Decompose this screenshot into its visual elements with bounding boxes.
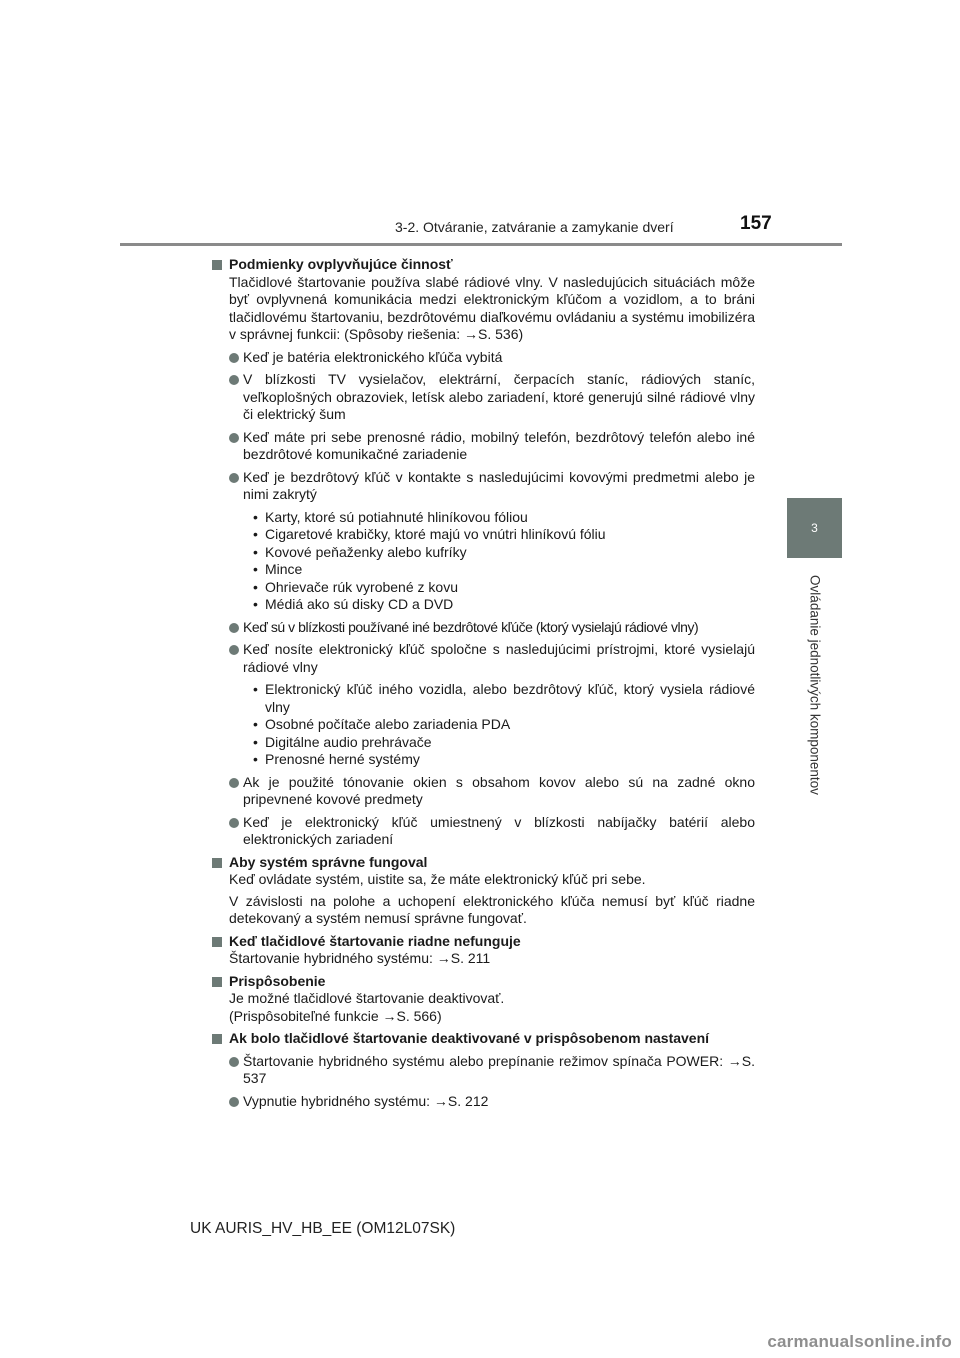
section-title: Ak bolo tlačidlové štartovanie deaktivované v prispôsobenom nastavení <box>229 1030 710 1046</box>
list-item <box>229 814 755 849</box>
sub-list-item: • Médiá ako sú disky CD a DVD <box>253 596 755 614</box>
round-bullet-icon <box>229 1057 239 1067</box>
round-bullet-icon <box>229 645 239 655</box>
section <box>210 256 755 849</box>
watermark: carmanualsonline.info <box>767 1332 952 1351</box>
list-item-text: Keď je batéria elektronického kľúča vybitá <box>243 348 503 365</box>
section <box>210 973 755 1026</box>
section-title: Prispôsobenie <box>229 972 326 989</box>
round-bullet-icon <box>229 375 239 385</box>
section-title: Keď tlačidlové štartovanie riadne nefunguje <box>229 932 521 949</box>
list-item <box>229 1053 755 1088</box>
paragraph: Keď ovládate systém, uistite sa, že máte elektronický kľúč pri sebe. <box>229 871 646 887</box>
sub-list-item: • Karty, ktoré sú potiahnuté hliníkovou fóliou <box>253 509 755 527</box>
paragraph: V závislosti na polohe a uchopení elektronického kľúča nemusí byť kľúč riadne detekovaný a systém nemusí správne fungovať. <box>229 892 755 926</box>
paragraph: Tlačidlové štartovanie používa slabé rádiové vlny. V nasledujúcich situáciách môže byť ovplyvnená komunikácia medzi elektronickým kľúčom a vozidlom, a to bráni tlačidlovému štartovaniu, bezdrôtovému diaľkovému ovládaniu a systému imobilizéra v správnej funkcii: (Spôsoby riešenia: →S. 536) <box>229 273 755 342</box>
sub-list <box>243 509 755 614</box>
list-item <box>229 619 755 637</box>
list-item-text: Keď je elektronický kľúč umiestnený v blízkosti nabíjačky batérií alebo elektronických zariadení <box>243 813 755 847</box>
list-item-text: Keď máte pri sebe prenosné rádio, mobilný telefón, bezdrôtový telefón alebo iné bezdrôtové komunikačné zariadenie <box>243 428 755 462</box>
header-rule <box>120 243 842 246</box>
section <box>210 854 755 928</box>
chapter-tab <box>787 498 842 558</box>
chapter-title-wrap <box>787 565 842 805</box>
sub-list-item: • Cigaretové krabičky, ktoré majú vo vnútri hliníkovú fóliu <box>253 526 755 544</box>
square-bullet-icon <box>212 977 222 987</box>
list-item-text: Vypnutie hybridného systému: →S. 212 <box>243 1092 489 1109</box>
list-item <box>229 349 755 367</box>
page-number: 157 <box>740 213 772 234</box>
list-item-text: Keď nosíte elektronický kľúč spoločne s nasledujúcimi prístrojmi, ktoré vysielajú rádiové vlny <box>243 641 755 675</box>
square-bullet-icon <box>212 937 222 947</box>
round-bullet-icon <box>229 818 239 828</box>
list-item-text: Keď je bezdrôtový kľúč v kontakte s nasledujúcimi kovovými predmetmi alebo je nimi zakrytý <box>243 468 755 502</box>
list-item <box>229 469 755 614</box>
main-content <box>210 256 755 1115</box>
section <box>210 933 755 968</box>
list-item-text: Štartovanie hybridného systému alebo prepínanie režimov spínača POWER: →S. 537 <box>243 1052 755 1086</box>
round-bullet-icon <box>229 1097 239 1107</box>
square-bullet-icon <box>212 858 222 868</box>
list-item <box>229 371 755 424</box>
section <box>210 1030 755 1110</box>
square-bullet-icon <box>212 260 222 270</box>
list-item <box>229 429 755 464</box>
square-bullet-icon <box>212 1034 222 1044</box>
chapter-title: Ovládanie jednotlivých komponentov <box>807 575 822 795</box>
list-item-text: Keď sú v blízkosti používané iné bezdrôtové kľúče (ktorý vysielajú rádiové vlny) <box>243 618 699 635</box>
sub-list-item: • Kovové peňaženky alebo kufríky <box>253 544 755 562</box>
round-bullet-icon <box>229 353 239 363</box>
round-bullet-icon <box>229 433 239 443</box>
footer-model: UK AURIS_HV_HB_EE (OM12L07SK) <box>190 1220 456 1237</box>
sub-list-item: • Elektronický kľúč iného vozidla, alebo bezdrôtový kľúč, ktorý vysiela rádiové vlny <box>253 681 755 716</box>
list-item <box>229 641 755 769</box>
header-section-title: 3-2. Otváranie, zatváranie a zamykanie dverí <box>395 219 674 235</box>
round-bullet-icon <box>229 473 239 483</box>
sub-list-item: • Mince <box>253 561 755 579</box>
sub-list-item: • Ohrievače rúk vyrobené z kovu <box>253 579 755 597</box>
sub-list <box>243 681 755 769</box>
round-bullet-icon <box>229 778 239 788</box>
section-title: Podmienky ovplyvňujúce činnosť <box>229 256 453 272</box>
list-item-text: Ak je použité tónovanie okien s obsahom kovov alebo sú na zadné okno pripevnené kovové predmety <box>243 773 755 807</box>
section-title: Aby systém správne fungoval <box>229 853 428 870</box>
round-bullet-icon <box>229 623 239 633</box>
sub-list-item: • Prenosné herné systémy <box>253 751 755 769</box>
list-item-text: V blízkosti TV vysielačov, elektrární, čerpacích staníc, rádiových staníc, veľkoplošných obrazoviek, letísk alebo zariadení, ktoré generujú silné rádiové vlny či elektrický šum <box>243 371 755 422</box>
paragraph: Je možné tlačidlové štartovanie deaktivovať. (Prispôsobiteľné funkcie →S. 566) <box>229 990 505 1024</box>
paragraph: Štartovanie hybridného systému: →S. 211 <box>229 950 491 966</box>
chapter-number: 3 <box>811 521 818 535</box>
list-item <box>229 774 755 809</box>
sub-list-item: • Osobné počítače alebo zariadenia PDA <box>253 716 755 734</box>
list-item <box>229 1093 755 1111</box>
sub-list-item: • Digitálne audio prehrávače <box>253 734 755 752</box>
